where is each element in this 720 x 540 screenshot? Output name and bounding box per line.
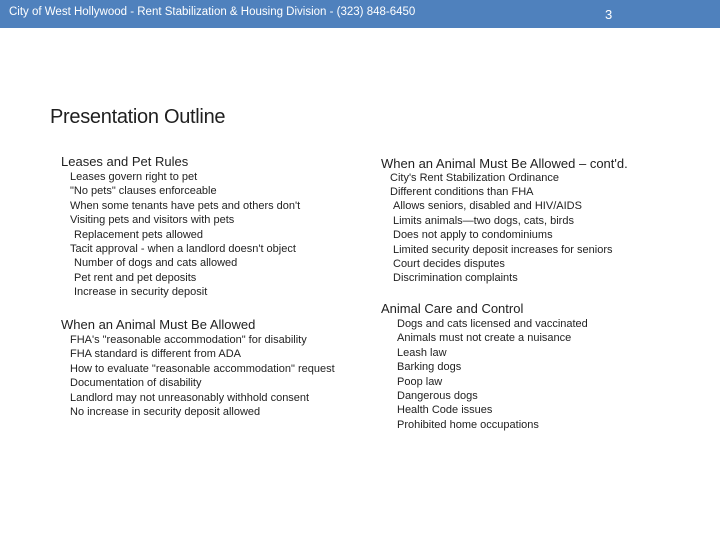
section-heading-when-allowed-contd: When an Animal Must Be Allowed – cont'd.: [381, 156, 628, 171]
list-item: Prohibited home occupations: [397, 419, 539, 431]
list-item: When some tenants have pets and others don't: [70, 200, 301, 212]
page-number: 3: [605, 7, 613, 22]
list-item: Number of dogs and cats allowed: [74, 257, 238, 269]
list-item: FHA's "reasonable accommodation" for disability: [70, 334, 307, 346]
list-item: Court decides disputes: [393, 258, 505, 270]
list-item: Tacit approval - when a landlord doesn't object: [70, 243, 296, 255]
list-item: Pet rent and pet deposits: [74, 272, 197, 284]
list-item: Different conditions than FHA: [390, 186, 534, 198]
list-item: Leash law: [397, 347, 447, 359]
section-heading-when-allowed: When an Animal Must Be Allowed: [61, 317, 256, 332]
list-item: Replacement pets allowed: [74, 229, 204, 241]
list-item: Dogs and cats licensed and vaccinated: [397, 318, 588, 330]
list-item: How to evaluate "reasonable accommodation" request: [70, 363, 335, 375]
page-title: Presentation Outline: [50, 106, 226, 128]
list-item: No increase in security deposit allowed: [70, 406, 261, 418]
list-item: Does not apply to condominiums: [393, 229, 553, 241]
list-item: City's Rent Stabilization Ordinance: [390, 172, 560, 184]
list-item: "No pets" clauses enforceable: [70, 185, 217, 197]
list-item: Barking dogs: [397, 361, 462, 373]
list-item: Leases govern right to pet: [70, 171, 198, 183]
list-item: Health Code issues: [397, 404, 493, 416]
list-item: Poop law: [397, 376, 443, 388]
list-item: Visiting pets and visitors with pets: [70, 214, 235, 226]
list-item: Limited security deposit increases for seniors: [393, 244, 613, 256]
list-item: Animals must not create a nuisance: [397, 332, 572, 344]
list-item: Allows seniors, disabled and HIV/AIDS: [393, 200, 582, 212]
list-item: Increase in security deposit: [74, 286, 208, 298]
list-item: Limits animals—two dogs, cats, birds: [393, 215, 574, 227]
section-heading-leases: Leases and Pet Rules: [61, 154, 189, 169]
header-text: City of West Hollywood - Rent Stabilization & Housing Division - (323) 848-6450: [9, 6, 416, 18]
list-item: Landlord may not unreasonably withhold consent: [70, 392, 310, 404]
list-item: Documentation of disability: [70, 377, 202, 389]
list-item: FHA standard is different from ADA: [70, 348, 241, 360]
section-heading-animal-care: Animal Care and Control: [381, 301, 524, 316]
list-item: Dangerous dogs: [397, 390, 478, 402]
list-item: Discrimination complaints: [393, 272, 518, 284]
